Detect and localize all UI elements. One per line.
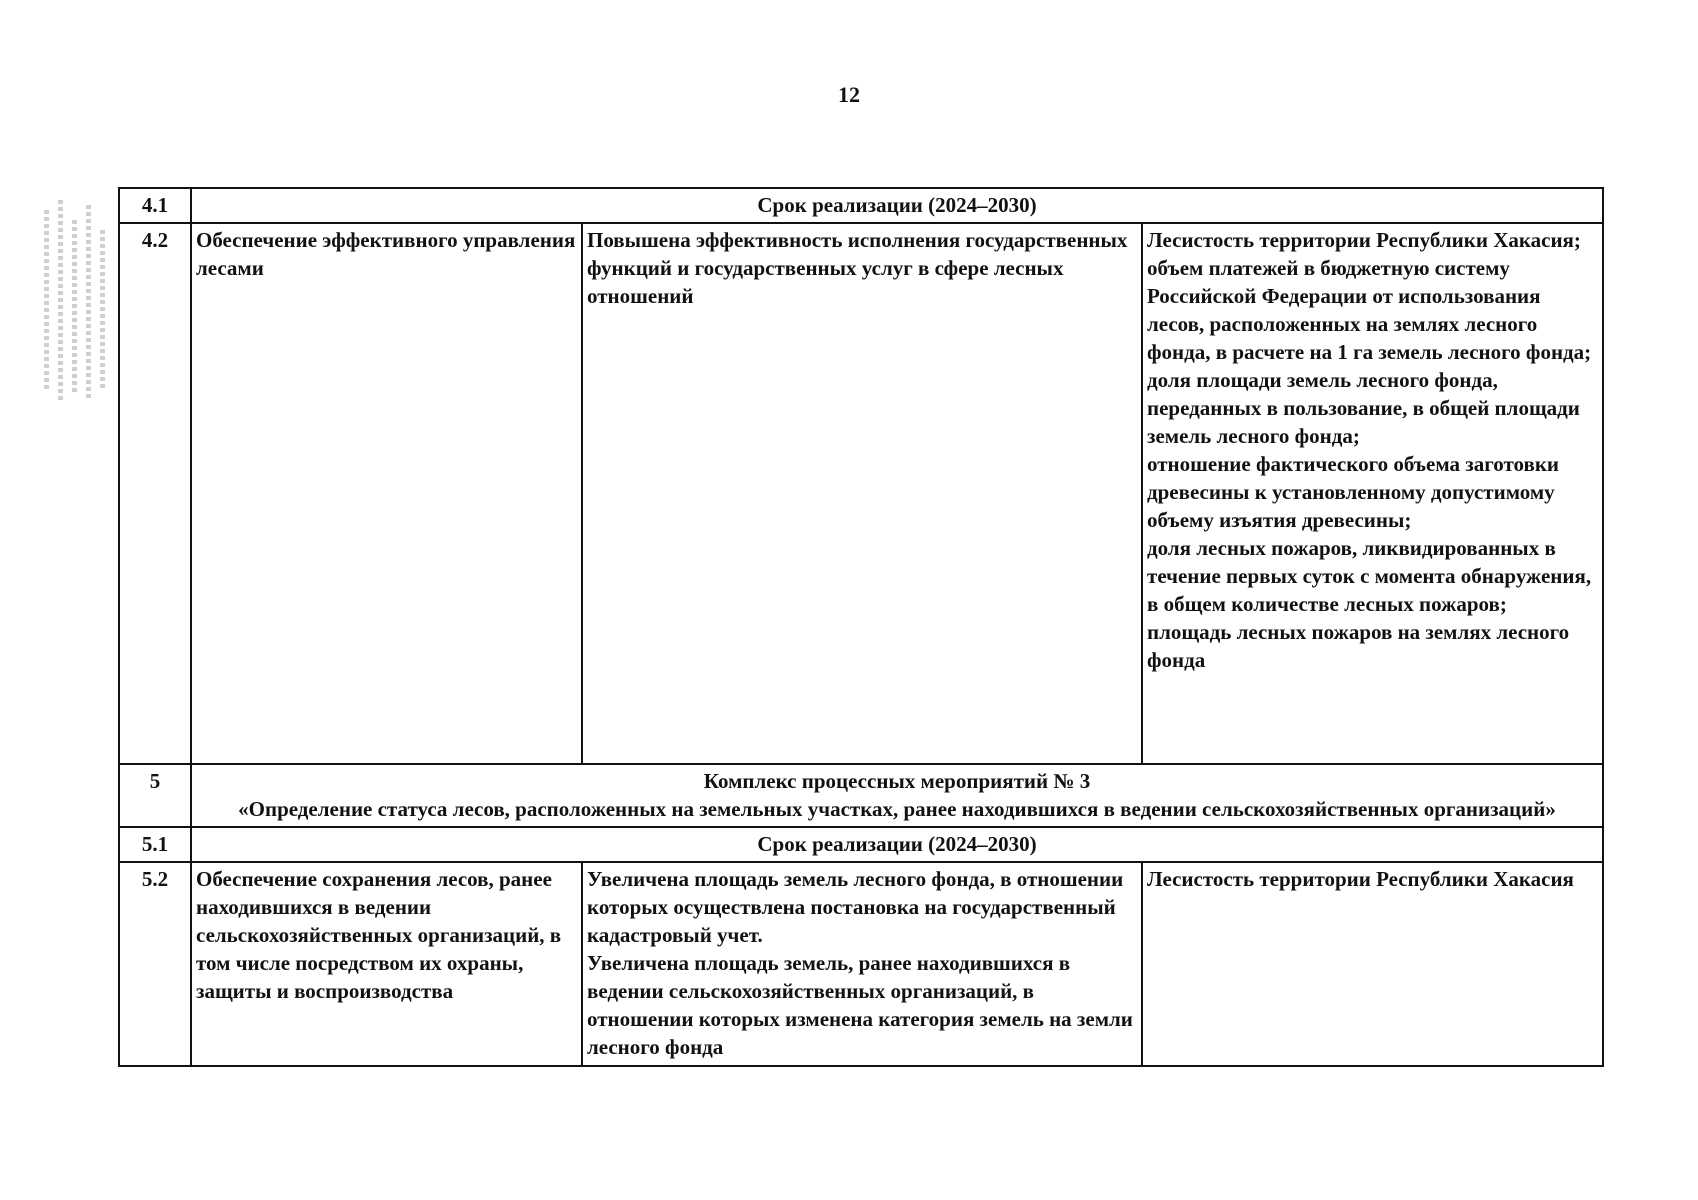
indicators-cell: Лесистость территории Республики Хакасия [1142,862,1603,1066]
table-row [119,223,1603,764]
indicator-item: площадь лесных пожаров на землях лесного фонда [1147,620,1570,672]
page-number: 12 [838,82,860,107]
implementation-period: Срок реализации (2024–2030) [191,188,1603,223]
indicator-item: объем платежей в бюджетную систему Российской Федерации от использования лесов, расположенных на землях лесного фонда, в расчете на 1 га земель лесного фонда; [1147,256,1592,364]
effect-cell [582,862,1142,1066]
table-row [119,188,1603,223]
table-row [119,862,1603,1066]
row-number: 5 [119,764,191,827]
effect-item: Увеличена площадь земель, ранее находившихся в ведении сельскохозяйственных организаций, в отношении которых изменена категория земель на земли лесного фонда [587,951,1133,1059]
indicator-item: Лесистость территории Республики Хакасия; [1147,228,1581,252]
indicator-item: доля лесных пожаров, ликвидированных в течение первых суток с момента обнаружения, в общем количестве лесных пожаров; [1147,536,1592,616]
indicators-cell [1142,223,1603,764]
indicator-item: отношение фактического объема заготовки древесины к установленному допустимому объему изъятия древесины; [1147,452,1560,532]
row-number: 5.2 [119,862,191,1066]
row-number: 4.2 [119,223,191,764]
implementation-period: Срок реализации (2024–2030) [191,827,1603,862]
table-row [119,764,1603,827]
task-cell: Обеспечение сохранения лесов, ранее находившихся в ведении сельскохозяйственных организаций, в том числе посредством их охраны, защиты и воспроизводства [191,862,582,1066]
effect-item: Увеличена площадь земель лесного фонда, в отношении которых осуществлена постановка на государственный кадастровый учет. [587,867,1124,947]
complex-heading [191,764,1603,827]
measures-table [118,187,1604,1067]
row-number: 5.1 [119,827,191,862]
complex-title: Комплекс процессных мероприятий № 3 [703,769,1091,793]
indicator-item: доля площади земель лесного фонда, переданных в пользование, в общей площади земель лесного фонда; [1147,368,1580,448]
table-row [119,827,1603,862]
task-cell: Обеспечение эффективного управления лесами [191,223,582,764]
row-number: 4.1 [119,188,191,223]
side-stamp [36,200,116,410]
effect-cell: Повышена эффективность исполнения государственных функций и государственных услуг в сфере лесных отношений [582,223,1142,764]
complex-subtitle: «Определение статуса лесов, расположенных на земельных участках, ранее находившихся в ведении сельскохозяйственных организаций» [238,797,1556,821]
